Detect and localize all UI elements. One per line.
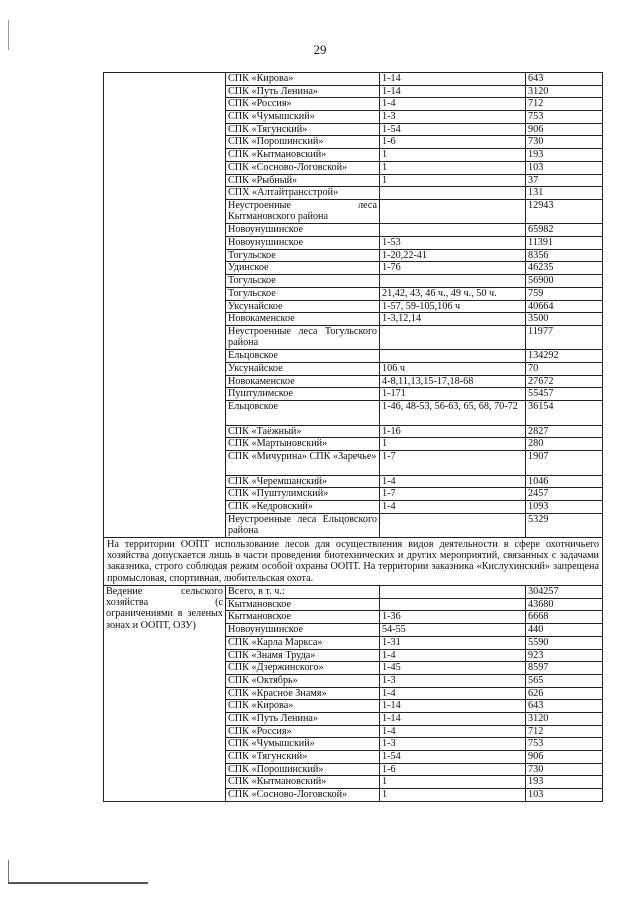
area-cell: 8356 <box>526 249 603 262</box>
quarters-cell: 1-7 <box>380 488 526 501</box>
area-cell: 2827 <box>526 425 603 438</box>
forestry-name-cell: Новокаменское <box>226 375 380 388</box>
quarters-cell: 1-14 <box>380 700 526 713</box>
quarters-cell: 1 <box>380 789 526 802</box>
quarters-cell: 1-4 <box>380 475 526 488</box>
area-cell: 103 <box>526 789 603 802</box>
area-cell: 730 <box>526 763 603 776</box>
quarters-cell <box>380 275 526 288</box>
forestry-name-cell: СПК «Сосново-Логовской» <box>226 789 380 802</box>
area-cell: 643 <box>526 73 603 86</box>
quarters-cell: 4-8,11,13,15-17,18-68 <box>380 375 526 388</box>
forestry-name-cell: Удинское <box>226 262 380 275</box>
category-cell <box>104 73 226 538</box>
quarters-cell: 1-7 <box>380 451 526 476</box>
forestry-name-cell: Новоунушинское <box>226 237 380 250</box>
quarters-cell: 1-45 <box>380 662 526 675</box>
quarters-cell: 1-31 <box>380 636 526 649</box>
area-cell: 440 <box>526 624 603 637</box>
quarters-cell: 1-57, 59-105,106 ч <box>380 300 526 313</box>
area-cell: 2457 <box>526 488 603 501</box>
area-cell: 730 <box>526 136 603 149</box>
forest-use-table <box>103 72 603 802</box>
area-cell: 11391 <box>526 237 603 250</box>
area-cell: 40664 <box>526 300 603 313</box>
area-cell: 12943 <box>526 199 603 224</box>
forestry-name-cell: СПК «Чумышский» <box>226 738 380 751</box>
quarters-cell <box>380 199 526 224</box>
forestry-name-cell: СПК «Черемшанский» <box>226 475 380 488</box>
forestry-name-cell: Ельцовское <box>226 401 380 426</box>
area-cell: 923 <box>526 649 603 662</box>
footer-rule <box>8 882 148 884</box>
forestry-name-cell: Ельцовское <box>226 350 380 363</box>
quarters-cell: 1-171 <box>380 388 526 401</box>
area-cell: 1093 <box>526 500 603 513</box>
area-cell: 27672 <box>526 375 603 388</box>
quarters-cell: 1 <box>380 161 526 174</box>
forestry-name-cell: СПК «Кирова» <box>226 700 380 713</box>
area-cell: 55457 <box>526 388 603 401</box>
quarters-cell: 1-20,22-41 <box>380 249 526 262</box>
table-row <box>104 586 603 599</box>
area-cell: 46235 <box>526 262 603 275</box>
note-row <box>104 538 603 586</box>
quarters-cell <box>380 224 526 237</box>
quarters-cell: 1-3 <box>380 111 526 124</box>
forestry-name-cell: Новокаменское <box>226 313 380 326</box>
forestry-name-cell: СПК «Россия» <box>226 98 380 111</box>
area-cell: 3120 <box>526 712 603 725</box>
forestry-name-cell: СПК «Кытмановский» <box>226 149 380 162</box>
area-cell: 193 <box>526 149 603 162</box>
forestry-name-cell: Неустроенные леса Ельцовского района <box>226 513 380 538</box>
quarters-cell: 1-4 <box>380 98 526 111</box>
forestry-name-cell: СПК «Сосново-Логовской» <box>226 161 380 174</box>
quarters-cell: 54-55 <box>380 624 526 637</box>
area-cell: 1046 <box>526 475 603 488</box>
area-cell: 626 <box>526 687 603 700</box>
forestry-name-cell: СПК «Таёжный» <box>226 425 380 438</box>
forestry-name-cell: СПК «Пуштулимский» <box>226 488 380 501</box>
area-cell: 65982 <box>526 224 603 237</box>
hunting-note: На территории ООПТ использование лесов для осуществления видов деятельности в сфере охотничьего хозяйства допускается лишь в части проведения биотехнических и других мероприятий, связанных с задачами заказника, строго соблюдая режим особой охраны ООПТ. На территории заказника «Кислухинский» запрещена промысловая, спортивная, любительская охота. <box>104 538 603 586</box>
quarters-cell: 1-16 <box>380 425 526 438</box>
forestry-name-cell: Тогульское <box>226 249 380 262</box>
quarters-cell <box>380 350 526 363</box>
forestry-name-cell: СПК «Мартыновский» <box>226 438 380 451</box>
area-cell: 753 <box>526 111 603 124</box>
quarters-cell: 1 <box>380 174 526 187</box>
footer-mark-vertical <box>8 860 9 884</box>
area-cell: 56900 <box>526 275 603 288</box>
quarters-cell: 1-14 <box>380 73 526 86</box>
forestry-name-cell: Новоунушинское <box>226 624 380 637</box>
area-cell: 8597 <box>526 662 603 675</box>
forestry-name-cell: Неустроенные леса Тогульского района <box>226 325 380 350</box>
quarters-cell: 1-46, 48-53, 56-63, 65, 68, 70-72 <box>380 401 526 426</box>
quarters-cell: 1-3,12,14 <box>380 313 526 326</box>
area-cell: 753 <box>526 738 603 751</box>
quarters-cell: 1-4 <box>380 649 526 662</box>
area-cell: 134292 <box>526 350 603 363</box>
area-cell: 3120 <box>526 85 603 98</box>
area-cell: 712 <box>526 725 603 738</box>
forestry-name-cell: Кытмановское <box>226 611 380 624</box>
quarters-cell <box>380 513 526 538</box>
forestry-name-cell: СПК «Порошинский» <box>226 136 380 149</box>
forestry-name-cell: СПК «Карла Маркса» <box>226 636 380 649</box>
quarters-cell: 1-6 <box>380 763 526 776</box>
area-cell: 906 <box>526 751 603 764</box>
forestry-name-cell: Неустроенные леса Кытмановского района <box>226 199 380 224</box>
category-cell: Ведение сельского хозяйства (с ограничениями в зеленых зонах и ООПТ, ОЗУ) <box>104 586 226 802</box>
quarters-cell: 1-3 <box>380 738 526 751</box>
forestry-name-cell: Уксунайское <box>226 363 380 376</box>
area-cell: 43680 <box>526 598 603 611</box>
quarters-cell: 21,42, 43, 46 ч., 49 ч., 50 ч. <box>380 287 526 300</box>
quarters-cell: 1 <box>380 438 526 451</box>
forestry-name-cell: СПК «Дзержинского» <box>226 662 380 675</box>
forestry-name-cell: Всего, в т. ч.: <box>226 586 380 599</box>
forestry-name-cell: СПК «Порошинский» <box>226 763 380 776</box>
quarters-cell: 1-76 <box>380 262 526 275</box>
area-cell: 906 <box>526 123 603 136</box>
area-cell: 759 <box>526 287 603 300</box>
forestry-name-cell: СПХ «Алтайтрансстрой» <box>226 187 380 200</box>
area-cell: 5590 <box>526 636 603 649</box>
area-cell: 712 <box>526 98 603 111</box>
area-cell: 131 <box>526 187 603 200</box>
quarters-cell: 1-36 <box>380 611 526 624</box>
quarters-cell: 1-4 <box>380 500 526 513</box>
area-cell: 304257 <box>526 586 603 599</box>
table-row <box>104 73 603 86</box>
forestry-name-cell: СПК «Тягунский» <box>226 751 380 764</box>
forestry-name-cell: Уксунайское <box>226 300 380 313</box>
forestry-name-cell: СПК «Россия» <box>226 725 380 738</box>
forestry-name-cell: Кытмановское <box>226 598 380 611</box>
forestry-name-cell: Пуштулимское <box>226 388 380 401</box>
quarters-cell <box>380 187 526 200</box>
forestry-name-cell: Новоунушинское <box>226 224 380 237</box>
quarters-cell: 1-4 <box>380 725 526 738</box>
quarters-cell: 1-14 <box>380 85 526 98</box>
forestry-name-cell: СПК «Кытмановский» <box>226 776 380 789</box>
area-cell: 5329 <box>526 513 603 538</box>
area-cell: 643 <box>526 700 603 713</box>
area-cell: 280 <box>526 438 603 451</box>
area-cell: 37 <box>526 174 603 187</box>
quarters-cell: 1-6 <box>380 136 526 149</box>
quarters-cell <box>380 325 526 350</box>
forestry-name-cell: СПК «Мичурина» СПК «Заречье» <box>226 451 380 476</box>
forestry-name-cell: Тогульское <box>226 275 380 288</box>
forestry-name-cell: СПК «Рыбный» <box>226 174 380 187</box>
quarters-cell: 1-4 <box>380 687 526 700</box>
forestry-name-cell: СПК «Кирова» <box>226 73 380 86</box>
forestry-name-cell: СПК «Путь Ленина» <box>226 712 380 725</box>
area-cell: 1907 <box>526 451 603 476</box>
quarters-cell <box>380 586 526 599</box>
quarters-cell: 1-3 <box>380 674 526 687</box>
forestry-name-cell: СПК «Октябрь» <box>226 674 380 687</box>
forestry-name-cell: СПК «Кедровский» <box>226 500 380 513</box>
area-cell: 70 <box>526 363 603 376</box>
forestry-name-cell: СПК «Знамя Труда» <box>226 649 380 662</box>
quarters-cell: 1 <box>380 149 526 162</box>
quarters-cell: 1-54 <box>380 751 526 764</box>
area-cell: 565 <box>526 674 603 687</box>
quarters-cell: 1 <box>380 776 526 789</box>
area-cell: 103 <box>526 161 603 174</box>
quarters-cell: 106 ч <box>380 363 526 376</box>
quarters-cell: 1-53 <box>380 237 526 250</box>
forestry-name-cell: СПК «Тягунский» <box>226 123 380 136</box>
quarters-cell: 1-14 <box>380 712 526 725</box>
forestry-name-cell: СПК «Путь Ленина» <box>226 85 380 98</box>
quarters-cell <box>380 598 526 611</box>
forestry-name-cell: СПК «Чумышский» <box>226 111 380 124</box>
page-number: 29 <box>313 42 327 57</box>
forestry-name-cell: СПК «Красное Знамя» <box>226 687 380 700</box>
area-cell: 36154 <box>526 401 603 426</box>
forestry-name-cell: Тогульское <box>226 287 380 300</box>
area-cell: 3500 <box>526 313 603 326</box>
area-cell: 11977 <box>526 325 603 350</box>
area-cell: 6668 <box>526 611 603 624</box>
area-cell: 193 <box>526 776 603 789</box>
quarters-cell: 1-54 <box>380 123 526 136</box>
